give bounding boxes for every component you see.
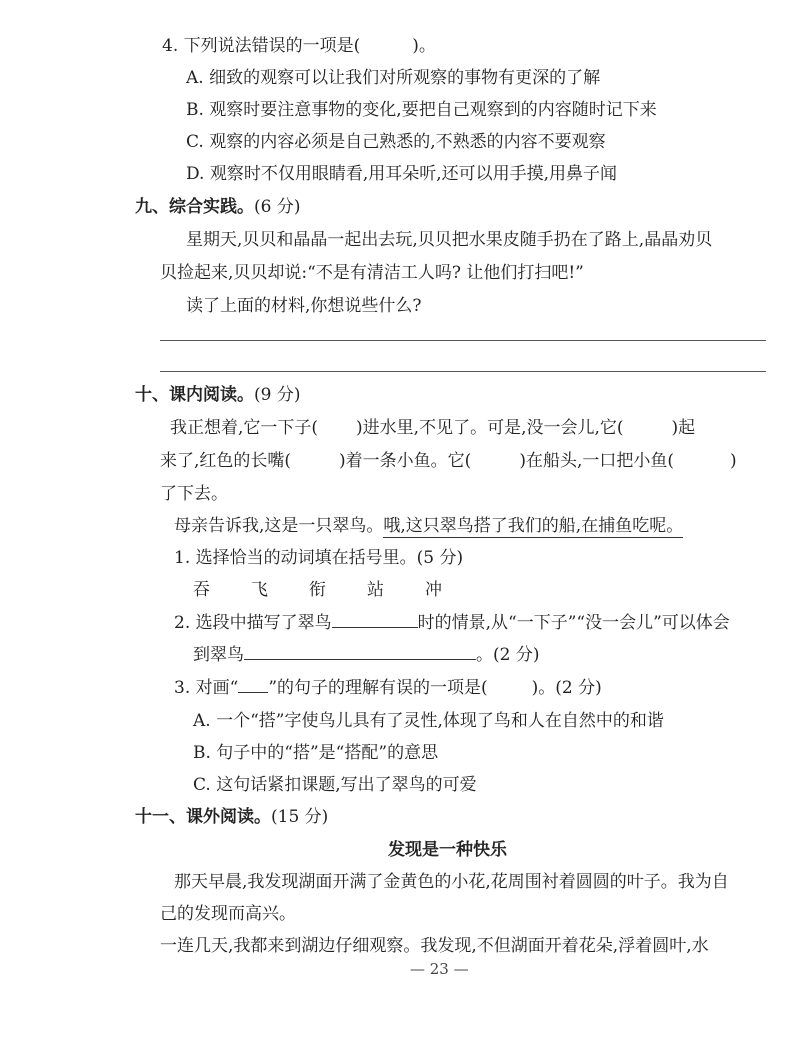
verb-option: 吞	[193, 580, 210, 600]
q4-option-a: A. 细致的观察可以让我们对所观察的事物有更深的了解	[186, 68, 601, 88]
s10-question-3: 3. 对画“ ”的句子的理解有误的一项是( )。(2 分)	[174, 678, 602, 698]
s10-passage-line2: 来了,红色的长嘴( )着一条小鱼。它( )在船头,一口把小鱼( )	[160, 451, 737, 471]
q4-option-c: C. 观察的内容必须是自己熟悉的,不熟悉的内容不要观察	[186, 132, 606, 152]
section-10-heading: 十、课内阅读。(9 分)	[135, 385, 301, 405]
article-title: 发现是一种快乐	[388, 840, 507, 860]
q3-option-c: C. 这句话紧扣课题,写出了翠鸟的可爱	[193, 775, 477, 795]
article-p1-line1: 那天早晨,我发现湖面开满了金黄色的小花,花周围衬着圆圆的叶子。我为自	[174, 872, 729, 892]
s9-paragraph-line1: 星期天,贝贝和晶晶一起出去玩,贝贝把水果皮随手扔在了路上,晶晶劝贝	[186, 230, 713, 250]
q4-stem: 4. 下列说法错误的一项是( )。	[162, 36, 436, 56]
underline-mark	[238, 676, 268, 693]
fill-blank-2a[interactable]	[332, 611, 418, 628]
verb-option: 站	[367, 580, 384, 600]
verb-option: 冲	[425, 580, 442, 600]
s9-paragraph-line2: 贝捡起来,贝贝却说:“不是有清洁工人吗? 让他们打扫吧!”	[160, 263, 584, 283]
s10-passage-line4: 母亲告诉我,这是一只翠鸟。哦,这只翠鸟搭了我们的船,在捕鱼吃呢。	[174, 516, 684, 536]
q3-option-a: A. 一个“搭”字使鸟儿具有了灵性,体现了鸟和人在自然中的和谐	[193, 711, 664, 731]
fill-blank-2b[interactable]	[244, 643, 476, 660]
q4-option-b: B. 观察时要注意事物的变化,要把自己观察到的内容随时记下来	[186, 100, 657, 120]
q3-option-b: B. 句子中的“搭”是“搭配”的意思	[193, 743, 439, 763]
answer-line-2[interactable]	[160, 371, 766, 372]
section-9-heading: 九、综合实践。(6 分)	[135, 197, 301, 217]
verb-option: 衔	[309, 580, 326, 600]
page-number: — 23 —	[410, 960, 469, 978]
article-p1-line2: 己的发现而高兴。	[160, 904, 296, 924]
s10-question-1: 1. 选择恰当的动词填在括号里。(5 分)	[174, 548, 464, 568]
s10-question-2-cont: 到翠鸟 。(2 分)	[193, 645, 540, 665]
article-p2-line1: 一连几天,我都来到湖边仔细观察。我发现,不但湖面开着花朵,浮着圆叶,水	[160, 936, 709, 956]
verb-option: 飞	[251, 580, 268, 600]
underlined-sentence: 哦,这只翠鸟搭了我们的船,在捕鱼吃呢。	[383, 516, 684, 536]
s10-passage-line1: 我正想着,它一下子( )进水里,不见了。可是,没一会儿,它( )起	[170, 418, 696, 438]
section-11-heading: 十一、课外阅读。(15 分)	[135, 807, 329, 827]
s9-question: 读了上面的材料,你想说些什么?	[186, 296, 422, 316]
s10-passage-line3: 了下去。	[160, 484, 228, 504]
s10-question-2: 2. 选段中描写了翠鸟 时的情景,从“一下子”“没一会儿”可以体会	[174, 613, 730, 633]
answer-line-1[interactable]	[160, 340, 766, 341]
verb-options	[193, 578, 483, 602]
q4-option-d: D. 观察时不仅用眼睛看,用耳朵听,还可以用手摸,用鼻子闻	[186, 164, 618, 184]
